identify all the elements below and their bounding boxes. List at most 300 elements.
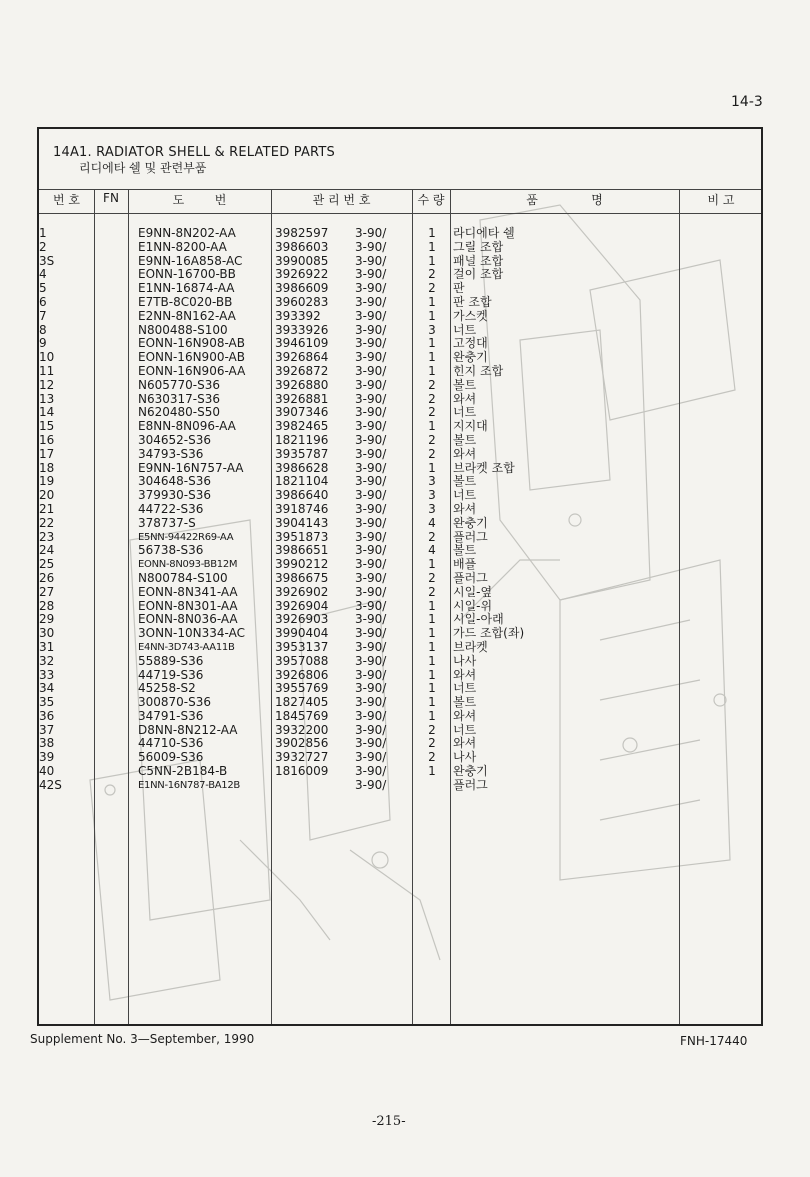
management-number-cell: 3960283 bbox=[275, 294, 329, 309]
document-code: FNH-17440 bbox=[680, 1034, 748, 1048]
table-row bbox=[39, 641, 761, 655]
code-cell: 3-90/ bbox=[355, 750, 387, 765]
table-row bbox=[39, 379, 761, 393]
drawing-number-cell: E4NN-3D743-AA11B bbox=[138, 641, 235, 653]
drawing-number-cell: 378737-S bbox=[138, 515, 196, 530]
part-number-cell: 28 bbox=[39, 598, 55, 613]
page-number: 14-3 bbox=[731, 94, 763, 110]
drawing-number-cell: EONN-8N093-BB12M bbox=[138, 559, 238, 571]
management-number-cell: 3990404 bbox=[275, 626, 329, 641]
part-name-cell: 완충기 bbox=[453, 764, 488, 779]
code-cell: 3-90/ bbox=[355, 253, 387, 268]
quantity-cell: 1 bbox=[428, 460, 436, 475]
code-cell: 3-90/ bbox=[355, 708, 387, 723]
part-name-cell: 시일-아래 bbox=[453, 612, 504, 627]
table-row bbox=[39, 351, 761, 365]
table-row bbox=[39, 517, 761, 531]
table-row bbox=[39, 227, 761, 241]
drawing-number-cell: N630317-S36 bbox=[138, 391, 221, 406]
printed-page-number: -215- bbox=[372, 1114, 406, 1129]
management-number-cell: 3986628 bbox=[275, 460, 329, 475]
drawing-number-cell: 304652-S36 bbox=[138, 432, 212, 447]
part-number-cell: 1 bbox=[39, 226, 47, 240]
drawing-number-cell: 55889-S36 bbox=[138, 653, 204, 668]
code-cell: 3-90/ bbox=[355, 446, 387, 461]
table-row bbox=[39, 696, 761, 710]
drawing-number-cell: 300870-S36 bbox=[138, 695, 212, 710]
quantity-cell: 1 bbox=[428, 419, 436, 434]
part-number-cell: 25 bbox=[39, 557, 55, 572]
table-row bbox=[39, 751, 761, 765]
part-name-cell: 플러그 bbox=[453, 777, 488, 792]
part-number-cell: 22 bbox=[39, 515, 55, 530]
parts-table bbox=[37, 127, 763, 1026]
management-number-cell: 3926922 bbox=[275, 267, 329, 282]
part-name-cell: 힌지 조합 bbox=[453, 363, 504, 378]
quantity-cell: 1 bbox=[428, 667, 436, 682]
code-cell: 3-90/ bbox=[355, 681, 387, 696]
part-number-cell: 31 bbox=[39, 639, 55, 654]
part-name-cell: 브라켓 조합 bbox=[453, 460, 515, 475]
drawing-number-cell: E1NN-16874-AA bbox=[138, 281, 235, 296]
part-name-cell: 완충기 bbox=[453, 350, 488, 365]
drawing-number-cell: 56009-S36 bbox=[138, 750, 204, 765]
part-name-cell: 너트 bbox=[453, 322, 477, 337]
header-quantity: 수 량 bbox=[417, 193, 445, 207]
management-number-cell: 3951873 bbox=[275, 529, 329, 544]
management-number-cell: 1821196 bbox=[275, 432, 329, 447]
quantity-cell: 1 bbox=[428, 363, 436, 378]
part-name-cell: 나사 bbox=[453, 653, 477, 668]
code-cell: 3-90/ bbox=[355, 515, 387, 530]
part-name-cell: 나사 bbox=[453, 750, 477, 765]
part-name-cell: 와셔 bbox=[453, 391, 477, 406]
quantity-cell: 3 bbox=[428, 488, 436, 503]
part-number-cell: 2 bbox=[39, 239, 47, 254]
management-number-cell: 1827405 bbox=[275, 695, 329, 710]
code-cell: 3-90/ bbox=[355, 405, 387, 420]
code-cell: 3-90/ bbox=[355, 294, 387, 309]
table-row bbox=[39, 420, 761, 434]
table-row bbox=[39, 324, 761, 338]
management-number-cell: 3932200 bbox=[275, 722, 329, 737]
quantity-cell: 1 bbox=[428, 708, 436, 723]
part-number-cell: 10 bbox=[39, 350, 55, 365]
part-number-cell: 8 bbox=[39, 322, 47, 337]
code-cell: 3-90/ bbox=[355, 777, 387, 792]
management-number-cell: 3990212 bbox=[275, 557, 329, 572]
header-top-rule bbox=[39, 189, 761, 190]
code-cell: 3-90/ bbox=[355, 584, 387, 599]
quantity-cell: 1 bbox=[428, 598, 436, 613]
part-name-cell: 가스켓 bbox=[453, 308, 488, 323]
table-row bbox=[39, 544, 761, 558]
part-name-cell: 플러그 bbox=[453, 570, 488, 585]
drawing-number-cell: 3ONN-10N334-AC bbox=[138, 626, 245, 641]
code-cell: 3-90/ bbox=[355, 736, 387, 751]
table-row bbox=[39, 655, 761, 669]
table-row bbox=[39, 613, 761, 627]
quantity-cell: 1 bbox=[428, 239, 436, 254]
parts-rows bbox=[39, 227, 761, 793]
part-name-cell: 볼트 bbox=[453, 432, 477, 447]
code-cell: 3-90/ bbox=[355, 722, 387, 737]
quantity-cell: 2 bbox=[428, 736, 436, 751]
part-number-cell: 29 bbox=[39, 612, 55, 627]
part-name-cell: 볼트 bbox=[453, 377, 477, 392]
management-number-cell: 3982465 bbox=[275, 419, 329, 434]
part-name-cell: 와셔 bbox=[453, 708, 477, 723]
code-cell: 3-90/ bbox=[355, 336, 387, 351]
table-row bbox=[39, 531, 761, 545]
table-row bbox=[39, 393, 761, 407]
table-row bbox=[39, 586, 761, 600]
part-number-cell: 14 bbox=[39, 405, 55, 420]
part-name-cell: 플러그 bbox=[453, 529, 488, 544]
management-number-cell: 3982597 bbox=[275, 226, 329, 240]
management-number-cell: 1821104 bbox=[275, 474, 329, 489]
part-number-cell: 6 bbox=[39, 294, 47, 309]
part-name-cell: 시일-옆 bbox=[453, 584, 493, 599]
header-remark: 비 고 bbox=[707, 193, 735, 207]
table-row bbox=[39, 503, 761, 517]
table-row bbox=[39, 475, 761, 489]
drawing-number-cell: 45258-S2 bbox=[138, 681, 196, 696]
part-number-cell: 40 bbox=[39, 764, 55, 779]
table-row bbox=[39, 337, 761, 351]
quantity-cell: 3 bbox=[428, 322, 436, 337]
part-number-cell: 32 bbox=[39, 653, 55, 668]
quantity-cell: 2 bbox=[428, 722, 436, 737]
part-name-cell: 그릴 조합 bbox=[453, 239, 504, 254]
quantity-cell: 1 bbox=[428, 226, 436, 240]
part-number-cell: 15 bbox=[39, 419, 55, 434]
table-row bbox=[39, 669, 761, 683]
code-cell: 3-90/ bbox=[355, 543, 387, 558]
table-row bbox=[39, 489, 761, 503]
header-fn: FN bbox=[103, 191, 119, 205]
quantity-cell: 2 bbox=[428, 529, 436, 544]
part-name-cell: 와셔 bbox=[453, 446, 477, 461]
management-number-cell: 3926904 bbox=[275, 598, 329, 613]
management-number-cell: 1845769 bbox=[275, 708, 329, 723]
part-name-cell: 지지대 bbox=[453, 419, 488, 434]
code-cell: 3-90/ bbox=[355, 488, 387, 503]
table-row bbox=[39, 282, 761, 296]
part-number-cell: 11 bbox=[39, 363, 55, 378]
code-cell: 3-90/ bbox=[355, 281, 387, 296]
code-cell: 3-90/ bbox=[355, 322, 387, 337]
drawing-number-cell: EONN-8N341-AA bbox=[138, 584, 238, 599]
part-number-cell: 24 bbox=[39, 543, 55, 558]
code-cell: 3-90/ bbox=[355, 239, 387, 254]
header-bottom-rule bbox=[39, 213, 761, 214]
management-number-cell: 3986609 bbox=[275, 281, 329, 296]
table-row bbox=[39, 572, 761, 586]
code-cell: 3-90/ bbox=[355, 653, 387, 668]
drawing-number-cell: EONN-16700-BB bbox=[138, 267, 236, 282]
table-row bbox=[39, 406, 761, 420]
quantity-cell: 1 bbox=[428, 681, 436, 696]
part-name-cell: 브라켓 bbox=[453, 639, 488, 654]
part-name-cell: 걸이 조합 bbox=[453, 267, 504, 282]
quantity-cell: 1 bbox=[428, 308, 436, 323]
table-row bbox=[39, 682, 761, 696]
part-number-cell: 13 bbox=[39, 391, 55, 406]
management-number-cell: 3957088 bbox=[275, 653, 329, 668]
quantity-cell: 1 bbox=[428, 557, 436, 572]
part-name-cell: 와셔 bbox=[453, 667, 477, 682]
quantity-cell: 1 bbox=[428, 695, 436, 710]
table-row bbox=[39, 434, 761, 448]
table-row bbox=[39, 600, 761, 614]
drawing-number-cell: N800488-S100 bbox=[138, 322, 228, 337]
management-number-cell: 3926864 bbox=[275, 350, 329, 365]
code-cell: 3-90/ bbox=[355, 501, 387, 516]
part-number-cell: 30 bbox=[39, 626, 55, 641]
table-row bbox=[39, 627, 761, 641]
quantity-cell: 1 bbox=[428, 764, 436, 779]
drawing-number-cell: N605770-S36 bbox=[138, 377, 221, 392]
code-cell: 3-90/ bbox=[355, 350, 387, 365]
part-name-cell: 판 bbox=[453, 281, 465, 296]
table-row bbox=[39, 724, 761, 738]
table-row bbox=[39, 268, 761, 282]
table-row bbox=[39, 737, 761, 751]
management-number-cell: 3990085 bbox=[275, 253, 329, 268]
drawing-number-cell: E2NN-8N162-AA bbox=[138, 308, 236, 323]
part-name-cell: 완충기 bbox=[453, 515, 488, 530]
section-title: 14A1. RADIATOR SHELL & RELATED PARTS bbox=[53, 145, 335, 160]
drawing-number-cell: 379930-S36 bbox=[138, 488, 212, 503]
part-name-cell: 볼트 bbox=[453, 543, 477, 558]
table-row bbox=[39, 365, 761, 379]
drawing-number-cell: E8NN-8N096-AA bbox=[138, 419, 236, 434]
code-cell: 3-90/ bbox=[355, 363, 387, 378]
quantity-cell: 4 bbox=[428, 515, 436, 530]
drawing-number-cell: 44722-S36 bbox=[138, 501, 204, 516]
quantity-cell: 4 bbox=[428, 543, 436, 558]
drawing-number-cell: E9NN-16A858-AC bbox=[138, 253, 243, 268]
header-drawing: 도 번 bbox=[172, 193, 227, 207]
management-number-cell: 3918746 bbox=[275, 501, 329, 516]
part-number-cell: 42S bbox=[39, 777, 62, 792]
management-number-cell: 3986640 bbox=[275, 488, 329, 503]
quantity-cell: 2 bbox=[428, 281, 436, 296]
part-name-cell: 와셔 bbox=[453, 501, 477, 516]
header-management-number: 관 리 번 호 bbox=[312, 193, 371, 207]
part-name-cell: 와셔 bbox=[453, 736, 477, 751]
part-number-cell: 38 bbox=[39, 736, 55, 751]
part-number-cell: 33 bbox=[39, 667, 55, 682]
part-number-cell: 20 bbox=[39, 488, 55, 503]
part-number-cell: 35 bbox=[39, 695, 55, 710]
part-number-cell: 23 bbox=[39, 529, 55, 544]
table-row bbox=[39, 448, 761, 462]
part-name-cell: 고정대 bbox=[453, 336, 488, 351]
code-cell: 3-90/ bbox=[355, 764, 387, 779]
quantity-cell: 1 bbox=[428, 653, 436, 668]
management-number-cell: 3904143 bbox=[275, 515, 329, 530]
part-number-cell: 36 bbox=[39, 708, 55, 723]
part-number-cell: 21 bbox=[39, 501, 55, 516]
drawing-number-cell: N620480-S50 bbox=[138, 405, 221, 420]
quantity-cell: 2 bbox=[428, 267, 436, 282]
part-number-cell: 5 bbox=[39, 281, 47, 296]
section-title-korean: 리디에타 쉘 및 관련부품 bbox=[79, 161, 207, 175]
table-row bbox=[39, 765, 761, 779]
management-number-cell: 3986603 bbox=[275, 239, 329, 254]
quantity-cell: 2 bbox=[428, 405, 436, 420]
management-number-cell: 1816009 bbox=[275, 764, 329, 779]
management-number-cell: 3932727 bbox=[275, 750, 329, 765]
table-row bbox=[39, 241, 761, 255]
part-number-cell: 34 bbox=[39, 681, 55, 696]
management-number-cell: 3926881 bbox=[275, 391, 329, 406]
code-cell: 3-90/ bbox=[355, 557, 387, 572]
drawing-number-cell: N800784-S100 bbox=[138, 570, 228, 585]
part-name-cell: 시일-위 bbox=[453, 598, 493, 613]
quantity-cell: 2 bbox=[428, 391, 436, 406]
table-row bbox=[39, 558, 761, 572]
drawing-number-cell: 34791-S36 bbox=[138, 708, 204, 723]
code-cell: 3-90/ bbox=[355, 570, 387, 585]
part-name-cell: 너트 bbox=[453, 681, 477, 696]
code-cell: 3-90/ bbox=[355, 377, 387, 392]
code-cell: 3-90/ bbox=[355, 460, 387, 475]
drawing-number-cell: E7TB-8C020-BB bbox=[138, 294, 233, 309]
management-number-cell: 3935787 bbox=[275, 446, 329, 461]
part-name-cell: 라디에타 쉘 bbox=[453, 226, 515, 240]
management-number-cell: 3926872 bbox=[275, 363, 329, 378]
management-number-cell: 3926903 bbox=[275, 612, 329, 627]
part-name-cell: 배플 bbox=[453, 557, 477, 572]
quantity-cell: 2 bbox=[428, 584, 436, 599]
management-number-cell: 3986675 bbox=[275, 570, 329, 585]
part-number-cell: 18 bbox=[39, 460, 55, 475]
drawing-number-cell: EONN-8N301-AA bbox=[138, 598, 238, 613]
code-cell: 3-90/ bbox=[355, 226, 387, 240]
supplement-note: Supplement No. 3—September, 1990 bbox=[30, 1032, 255, 1046]
quantity-cell: 1 bbox=[428, 350, 436, 365]
table-row bbox=[39, 710, 761, 724]
code-cell: 3-90/ bbox=[355, 419, 387, 434]
code-cell: 3-90/ bbox=[355, 695, 387, 710]
code-cell: 3-90/ bbox=[355, 529, 387, 544]
part-number-cell: 4 bbox=[39, 267, 47, 282]
quantity-cell: 2 bbox=[428, 377, 436, 392]
quantity-cell: 1 bbox=[428, 336, 436, 351]
part-number-cell: 3S bbox=[39, 253, 55, 268]
quantity-cell: 2 bbox=[428, 570, 436, 585]
part-name-cell: 가드 조합(좌) bbox=[453, 626, 525, 641]
header-part-name: 품 명 bbox=[526, 193, 603, 207]
drawing-number-cell: E1NN-8200-AA bbox=[138, 239, 227, 254]
table-row bbox=[39, 779, 761, 793]
code-cell: 3-90/ bbox=[355, 308, 387, 323]
part-name-cell: 볼트 bbox=[453, 695, 477, 710]
code-cell: 3-90/ bbox=[355, 626, 387, 641]
drawing-number-cell: EONN-16N906-AA bbox=[138, 363, 246, 378]
part-number-cell: 39 bbox=[39, 750, 55, 765]
quantity-cell: 1 bbox=[428, 294, 436, 309]
table-row bbox=[39, 296, 761, 310]
code-cell: 3-90/ bbox=[355, 612, 387, 627]
part-name-cell: 너트 bbox=[453, 722, 477, 737]
code-cell: 3-90/ bbox=[355, 598, 387, 613]
part-name-cell: 너트 bbox=[453, 405, 477, 420]
part-number-cell: 27 bbox=[39, 584, 55, 599]
management-number-cell: 393392 bbox=[275, 308, 321, 323]
drawing-number-cell: 44719-S36 bbox=[138, 667, 204, 682]
management-number-cell: 3933926 bbox=[275, 322, 329, 337]
part-number-cell: 12 bbox=[39, 377, 55, 392]
quantity-cell: 1 bbox=[428, 639, 436, 654]
management-number-cell: 3907346 bbox=[275, 405, 329, 420]
management-number-cell: 3926902 bbox=[275, 584, 329, 599]
management-number-cell: 3986651 bbox=[275, 543, 329, 558]
management-number-cell: 3955769 bbox=[275, 681, 329, 696]
header-no: 번 호 bbox=[53, 193, 80, 207]
drawing-number-cell: EONN-16N908-AB bbox=[138, 336, 245, 351]
management-number-cell: 3902856 bbox=[275, 736, 329, 751]
drawing-number-cell: 34793-S36 bbox=[138, 446, 204, 461]
management-number-cell: 3926806 bbox=[275, 667, 329, 682]
quantity-cell: 1 bbox=[428, 612, 436, 627]
part-number-cell: 16 bbox=[39, 432, 55, 447]
management-number-cell: 3953137 bbox=[275, 639, 329, 654]
management-number-cell: 3946109 bbox=[275, 336, 329, 351]
code-cell: 3-90/ bbox=[355, 391, 387, 406]
drawing-number-cell: D8NN-8N212-AA bbox=[138, 722, 238, 737]
part-number-cell: 19 bbox=[39, 474, 55, 489]
part-name-cell: 판 조합 bbox=[453, 294, 492, 309]
quantity-cell: 1 bbox=[428, 626, 436, 641]
part-name-cell: 볼트 bbox=[453, 474, 477, 489]
drawing-number-cell: 304648-S36 bbox=[138, 474, 212, 489]
code-cell: 3-90/ bbox=[355, 639, 387, 654]
quantity-cell: 2 bbox=[428, 432, 436, 447]
drawing-number-cell: E9NN-16N757-AA bbox=[138, 460, 244, 475]
drawing-number-cell: 56738-S36 bbox=[138, 543, 204, 558]
code-cell: 3-90/ bbox=[355, 667, 387, 682]
quantity-cell: 2 bbox=[428, 446, 436, 461]
code-cell: 3-90/ bbox=[355, 432, 387, 447]
drawing-number-cell: E1NN-16N787-BA12B bbox=[138, 779, 240, 791]
code-cell: 3-90/ bbox=[355, 474, 387, 489]
code-cell: 3-90/ bbox=[355, 267, 387, 282]
drawing-number-cell: 44710-S36 bbox=[138, 736, 204, 751]
drawing-number-cell: E9NN-8N202-AA bbox=[138, 226, 236, 240]
drawing-number-cell: E5NN-94422R69-AA bbox=[138, 531, 234, 543]
table-row bbox=[39, 310, 761, 324]
drawing-number-cell: C5NN-2B184-B bbox=[138, 764, 228, 779]
part-name-cell: 패널 조합 bbox=[453, 253, 504, 268]
quantity-cell: 3 bbox=[428, 501, 436, 516]
part-number-cell: 9 bbox=[39, 336, 47, 351]
table-row bbox=[39, 462, 761, 476]
quantity-cell: 1 bbox=[428, 253, 436, 268]
drawing-number-cell: EONN-16N900-AB bbox=[138, 350, 245, 365]
quantity-cell: 2 bbox=[428, 750, 436, 765]
part-name-cell: 너트 bbox=[453, 488, 477, 503]
part-number-cell: 17 bbox=[39, 446, 55, 461]
part-number-cell: 7 bbox=[39, 308, 47, 323]
quantity-cell: 3 bbox=[428, 474, 436, 489]
drawing-number-cell: EONN-8N036-AA bbox=[138, 612, 238, 627]
part-number-cell: 37 bbox=[39, 722, 55, 737]
table-row bbox=[39, 255, 761, 269]
